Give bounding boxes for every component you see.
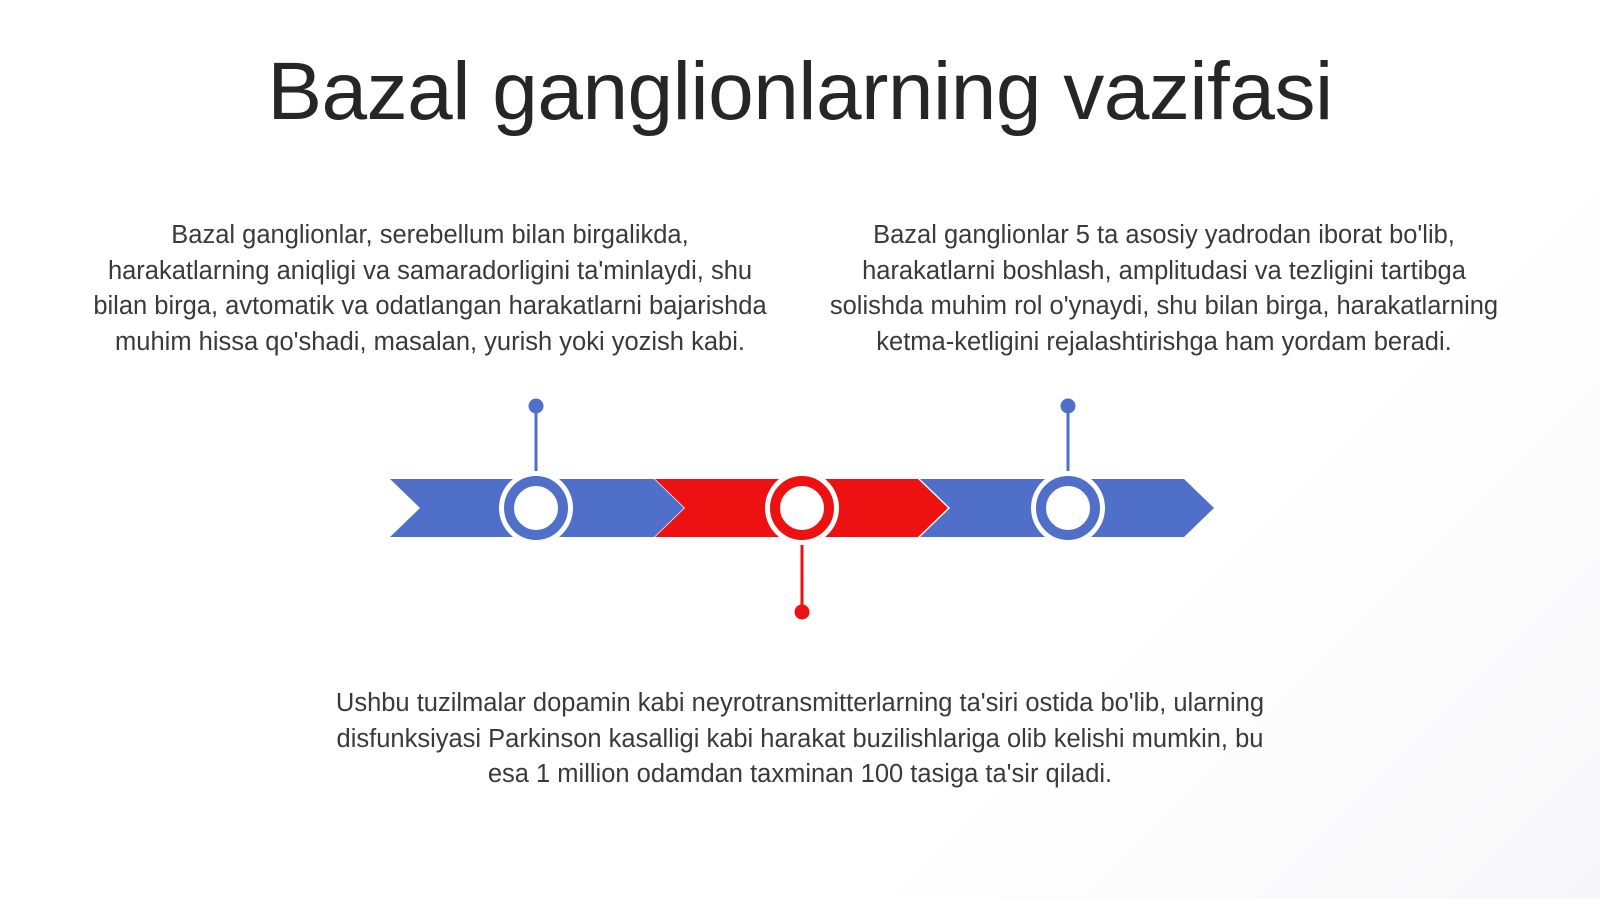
timeline-milestone-1-ring (509, 481, 563, 535)
timeline-connector-dot-3 (1061, 399, 1076, 414)
timeline-text-1: Bazal ganglionlar, serebellum bilan birgalikda, harakatlarning aniqligi va samaradorligini ta'minlaydi, shu bilan birga, avtomatik va odatlangan harakatlarni bajarishda muhim hissa qo'shadi, masalan, yurish yoki yozish kabi. (93, 221, 767, 356)
timeline-milestone-3-ring (1041, 481, 1095, 535)
slide-title: Bazal ganglionlarning vazifasi (267, 46, 1333, 137)
timeline-connector-dot-2 (795, 605, 810, 620)
timeline-connector-dot-1 (529, 399, 544, 414)
timeline-text-3: Bazal ganglionlar 5 ta asosiy yadrodan iborat bo'lib, harakatlarni boshlash, amplitudasi va tezligini tartibga solishda muhim rol o'ynaydi, shu bilan birga, harakatlarning ketma-ketligini rejalashtirishga ham yordam beradi. (829, 221, 1499, 356)
timeline-milestone-2-ring (775, 481, 829, 535)
timeline-text-2: Ushbu tuzilmalar dopamin kabi neyrotransmitterlarning ta'siri ostida bo'lib, ularning disfunksiyasi Parkinson kasalligi kabi harakat buzilishlariga olib kelishi mumkin, bu esa 1 million odamdan taxminan 100 tasiga ta'sir qiladi. (335, 689, 1265, 788)
